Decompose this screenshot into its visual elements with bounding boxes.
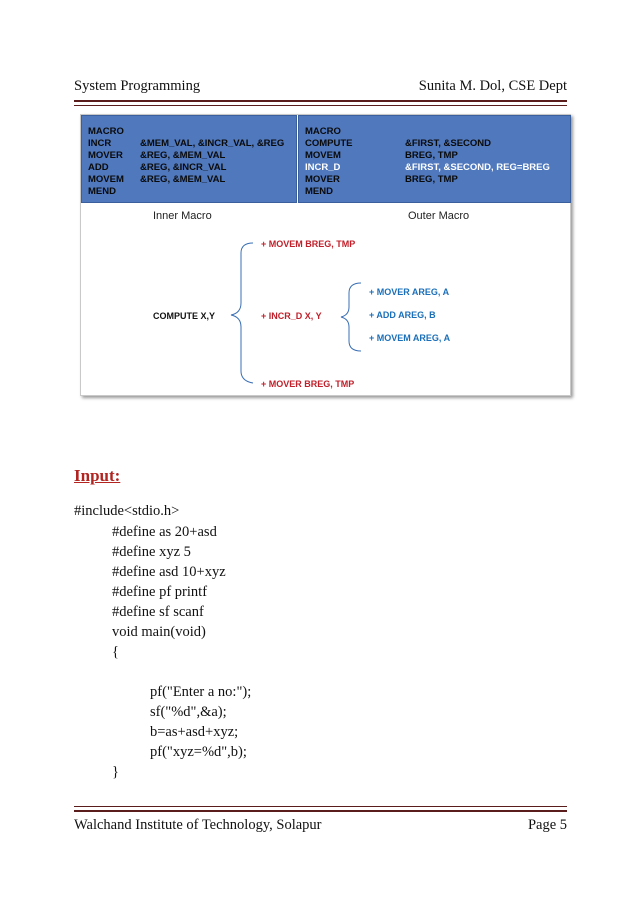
code-line: #include<stdio.h> bbox=[74, 503, 180, 519]
outer-row: MACRO bbox=[305, 126, 341, 137]
code-line: #define sf scanf bbox=[112, 604, 204, 620]
outer-row: MOVEM BREG, TMP bbox=[305, 150, 458, 161]
inner-row: ADD &REG, &INCR_VAL bbox=[88, 162, 227, 173]
outer-row: MOVER BREG, TMP bbox=[305, 174, 458, 185]
code-line: { bbox=[112, 644, 119, 660]
footer-institute: Walchand Institute of Technology, Solapur bbox=[74, 817, 322, 833]
tree-level1-item: + INCR_D X, Y bbox=[261, 311, 322, 321]
tree-level1-item: + MOVEM BREG, TMP bbox=[261, 239, 356, 249]
tree-level2-item: + ADD AREG, B bbox=[369, 310, 436, 320]
outer-macro-caption: Outer Macro bbox=[408, 210, 470, 222]
code-line: b=as+asd+xyz; bbox=[150, 724, 239, 740]
tree-root-label: COMPUTE X,Y bbox=[153, 311, 216, 321]
inner-row: MOVER &REG, &MEM_VAL bbox=[88, 150, 226, 161]
code-line: sf("%d",&a); bbox=[150, 704, 227, 720]
code-line: } bbox=[112, 764, 119, 780]
code-line: #define as 20+asd bbox=[112, 524, 217, 540]
outer-row: COMPUTE &FIRST, &SECOND bbox=[305, 138, 492, 149]
inner-row: MACRO bbox=[88, 126, 124, 137]
inner-row: MOVEM &REG, &MEM_VAL bbox=[88, 174, 226, 185]
code-line: pf("Enter a no:"); bbox=[150, 684, 252, 700]
macro-expansion-figure bbox=[80, 114, 571, 396]
tree-level2-item: + MOVER AREG, A bbox=[369, 287, 450, 297]
expansion-tree-brackets bbox=[81, 115, 570, 395]
inner-row: MEND bbox=[88, 186, 116, 197]
code-line: void main(void) bbox=[112, 624, 206, 640]
footer-page-number: Page 5 bbox=[527, 817, 567, 833]
input-section-title: Input: bbox=[74, 466, 121, 485]
header-course-title: System Programming bbox=[74, 78, 201, 94]
header-rule-thick bbox=[74, 100, 567, 102]
tree-level1-item: + MOVER BREG, TMP bbox=[261, 379, 355, 389]
tree-level2-item: + MOVEM AREG, A bbox=[369, 333, 451, 343]
code-line: #define pf printf bbox=[112, 584, 208, 600]
inner-row: INCR &MEM_VAL, &INCR_VAL, &REG bbox=[88, 138, 285, 149]
inner-macro-caption: Inner Macro bbox=[153, 210, 212, 222]
code-line: pf("xyz=%d",b); bbox=[150, 744, 247, 760]
footer-rule-thin bbox=[74, 806, 567, 807]
code-line: #define asd 10+xyz bbox=[112, 564, 226, 580]
code-line: #define xyz 5 bbox=[112, 544, 191, 560]
outer-row: MEND bbox=[305, 186, 333, 197]
header-author: Sunita M. Dol, CSE Dept bbox=[418, 78, 567, 94]
outer-row-highlighted: INCR_D &FIRST, &SECOND, REG=BREG bbox=[305, 162, 550, 173]
footer-rule-thick bbox=[74, 810, 567, 812]
header-rule-thin bbox=[74, 105, 567, 106]
